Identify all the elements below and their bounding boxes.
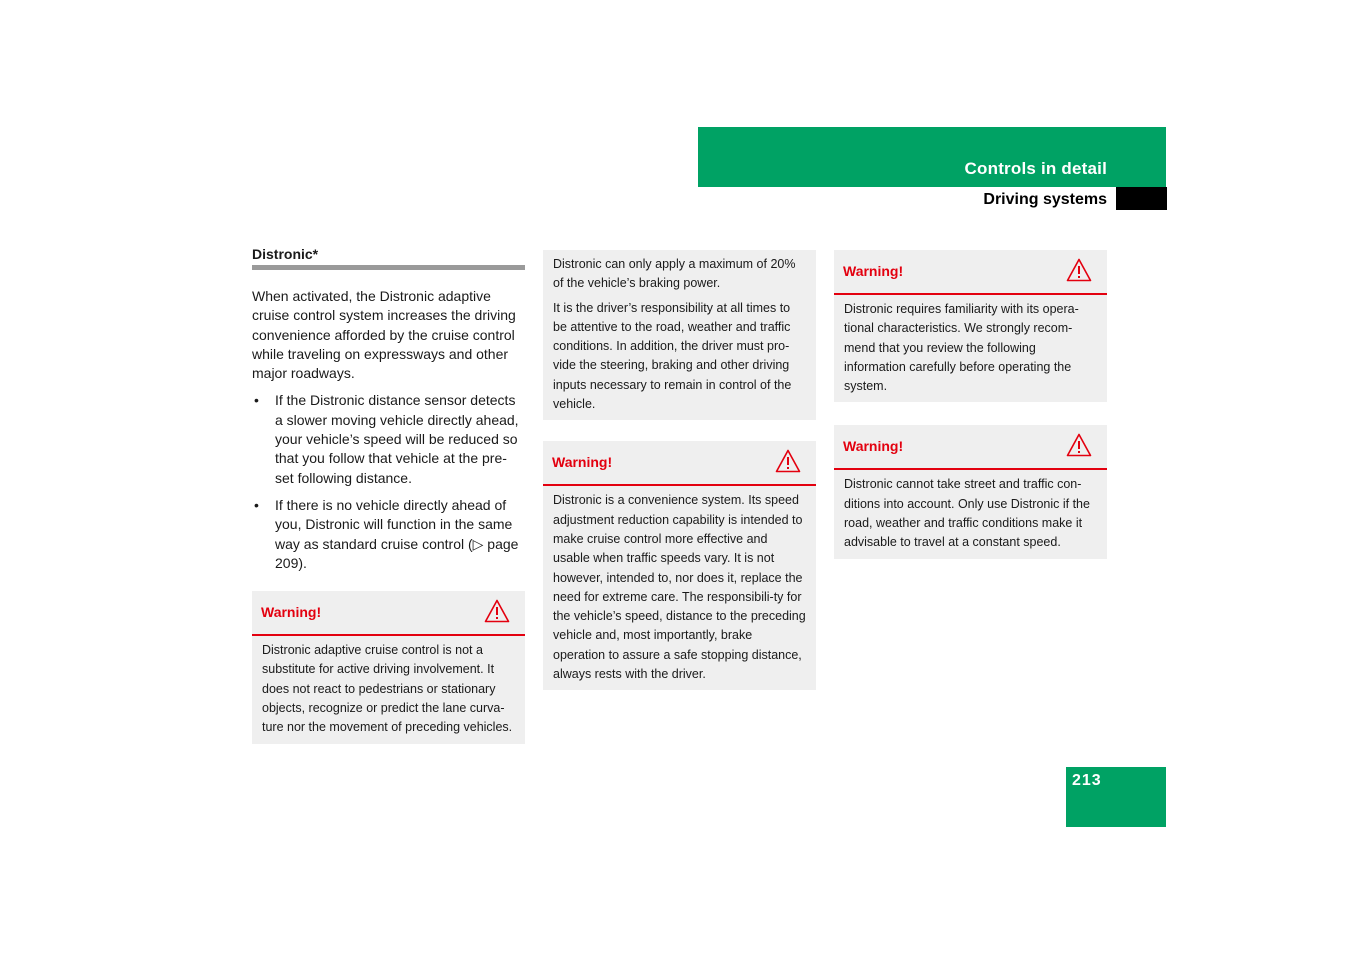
warning-text: Distronic adaptive cruise control is not a substitute for active driving involvement. It does not react to pedestrians or stationary objects, recognize or predict the lane curva-ture nor the movement of preceding vehicles. — [262, 643, 513, 735]
section-title: Distronic* — [252, 246, 525, 270]
info-paragraph: Distronic can only apply a maximum of 20% of the vehicle’s braking power. — [553, 257, 796, 291]
warning-text: Distronic cannot take street and traffic con-ditions into account. Only use Distronic if the road, weather and traffic conditions make it advisable to travel at a constant speed. — [844, 477, 1090, 550]
warning-box — [834, 425, 1107, 558]
warning-triangle-icon — [1066, 258, 1092, 282]
warning-box — [252, 591, 525, 743]
warning-box — [543, 441, 816, 690]
list-item — [252, 391, 525, 487]
page-number-band — [1066, 767, 1166, 827]
warning-header — [834, 250, 1107, 295]
bullet-dot: • — [254, 392, 259, 409]
list-item — [252, 496, 525, 573]
warning-header — [252, 591, 525, 636]
list-item-text: If the Distronic distance sensor detects a slower moving vehicle directly ahead, your vehicle’s speed will be reduced so that you follow that vehicle at the pre-set following distance. — [275, 392, 519, 486]
info-paragraph: It is the driver’s responsibility at all times to be attentive to the road, weather and traffic conditions. In addition, the driver must pro-vide the steering, braking and other driving inputs necessary to remain in control of the vehicle. — [553, 300, 792, 412]
warning-box — [834, 250, 1107, 402]
column-middle — [543, 250, 816, 690]
warning-triangle-icon — [1066, 433, 1092, 457]
intro-paragraph: When activated, the Distronic adaptive cruise control system increases the driving convenience afforded by the cruise control while traveling on expressways and other major roadways. — [252, 288, 516, 382]
info-box — [543, 250, 816, 420]
warning-text: Distronic requires familiarity with its opera-tional characteristics. We strongly recom-mend that you review the following information carefully before operating the system. — [844, 302, 1079, 394]
header-band — [698, 127, 1166, 187]
chapter-tab-marker — [1116, 187, 1167, 210]
bullet-list — [252, 391, 525, 573]
warning-header — [543, 441, 816, 486]
warning-label: Warning! — [843, 263, 904, 279]
warning-triangle-icon — [775, 449, 801, 473]
section-subtitle: Driving systems — [983, 191, 1107, 208]
warning-text: Distronic is a convenience system. Its speed adjustment reduction capability is intended to make cruise control more effective and usable when traffic speeds vary. It is not however, intended to, nor does it, replace the need for extreme care. The responsibili-ty for the vehicle’s speed, distance to the preceding vehicle and, most importantly, brake operation to assure a safe stopping distance, always rests with the driver. — [553, 493, 806, 682]
page-number: 213 — [1072, 772, 1102, 789]
warning-label: Warning! — [552, 454, 613, 471]
warning-label: Warning! — [261, 604, 322, 621]
chapter-title: Controls in detail — [964, 159, 1107, 178]
column-left — [252, 246, 525, 744]
warning-header — [834, 425, 1107, 470]
warning-triangle-icon — [484, 599, 510, 623]
warning-label: Warning! — [843, 438, 904, 455]
bullet-dot: • — [254, 496, 259, 513]
list-item-text: If there is no vehicle directly ahead of you, Distronic will function in the same way as standard cruise control (▷ page 209). — [275, 496, 519, 571]
column-right — [834, 250, 1107, 559]
